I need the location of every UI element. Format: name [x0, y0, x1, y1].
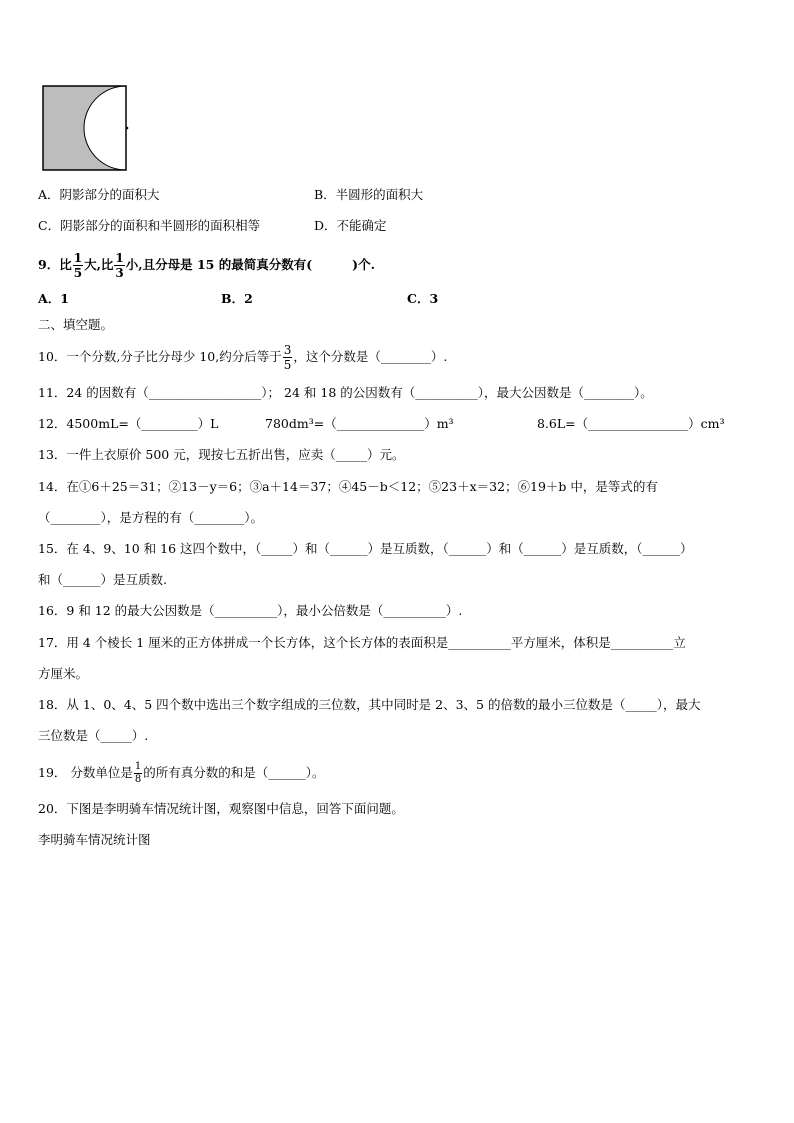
question-13: 13．一件上衣原价 500 元，现按七五折出售，应卖（_____）元。 [38, 447, 405, 462]
q9-text-3: 小,且分母是 15 的最简真分数有( [125, 257, 313, 272]
fraction-one-third: $\frac{1}{3}$ [115, 251, 124, 280]
q10-text-1: 10．一个分数,分子比分母少 10,约分后等于 [38, 349, 282, 364]
q9-text-2: 大,比 [84, 257, 114, 272]
q9-option-c: C．3 [407, 291, 439, 306]
chart-caption: 李明骑车情况统计图 [38, 832, 151, 847]
q8-option-a: A．阴影部分的面积大 [38, 187, 160, 202]
square-semicircle-figure [40, 84, 132, 174]
fraction-one-fifth: $\frac{1}{5}$ [73, 251, 83, 280]
center-dot [126, 127, 129, 130]
q8-option-c: C．阴影部分的面积和半圆形的面积相等 [38, 218, 261, 233]
question-17-line-2: 方厘米。 [38, 666, 89, 681]
q12-part-b: 780dm³=（______________）m³ [265, 416, 454, 431]
fraction-three-fifths: $\frac{3}{5}$ [283, 343, 292, 372]
q8-option-b: B．半圆形的面积大 [314, 187, 424, 202]
q8-option-d: D．不能确定 [314, 218, 387, 233]
shaded-region [43, 86, 126, 170]
question-11: 11．24 的因数有（__________________）； 24 和 18 的公因数有（__________），最大公因数是（________）。 [38, 385, 653, 400]
question-15-line-2: 和（______）是互质数. [38, 572, 167, 587]
question-16: 16．9 和 12 的最大公因数是（__________），最小公倍数是（__________）. [38, 603, 463, 618]
q19-text-1: 19． 分数单位是 [38, 765, 133, 780]
question-18-line-2: 三位数是（_____）. [38, 728, 149, 743]
q9-text-4: )个. [352, 257, 375, 272]
question-10 [38, 344, 447, 371]
question-9 [38, 252, 375, 279]
q9-text-1: 9．比 [38, 257, 72, 272]
question-19 [38, 762, 325, 785]
q12-part-a: 12．4500mL=（_________）L [38, 416, 219, 431]
q10-text-2: ，这个分数是（________）. [293, 349, 448, 364]
question-18-line-1: 18．从 1、0、4、5 四个数中选出三个数字组成的三位数，其中同时是 2、3、5 的倍数的最小三位数是（_____），最大 [38, 697, 701, 712]
question-17-line-1: 17．用 4 个棱长 1 厘米的正方体拼成一个长方体，这个长方体的表面积是__________平方厘米，体积是__________立 [38, 635, 686, 650]
question-14-line-1: 14．在①6＋25＝31；②13－y＝6；③a＋14＝37；④45－b＜12；⑤23＋x＝32；⑥19＋b 中，是等式的有 [38, 479, 658, 494]
q9-option-b: B．2 [221, 291, 253, 306]
section-heading-fill-in: 二、填空题。 [38, 317, 114, 332]
question-20: 20．下图是李明骑车情况统计图，观察图中信息，回答下面问题。 [38, 801, 404, 816]
question-14-line-2: （________），是方程的有（________）。 [38, 510, 264, 525]
question-15-line-1: 15．在 4、9、10 和 16 这四个数中，（_____）和（______）是互质数，（______）和（______）是互质数，（______） [38, 541, 693, 556]
q9-option-a: A．1 [38, 291, 69, 306]
fraction-one-eighth: $\frac{1}{8}$ [134, 761, 142, 785]
q12-part-c: 8.6L=（________________）cm³ [537, 416, 725, 431]
q19-text-2: 的所有真分数的和是（______）。 [143, 765, 325, 780]
